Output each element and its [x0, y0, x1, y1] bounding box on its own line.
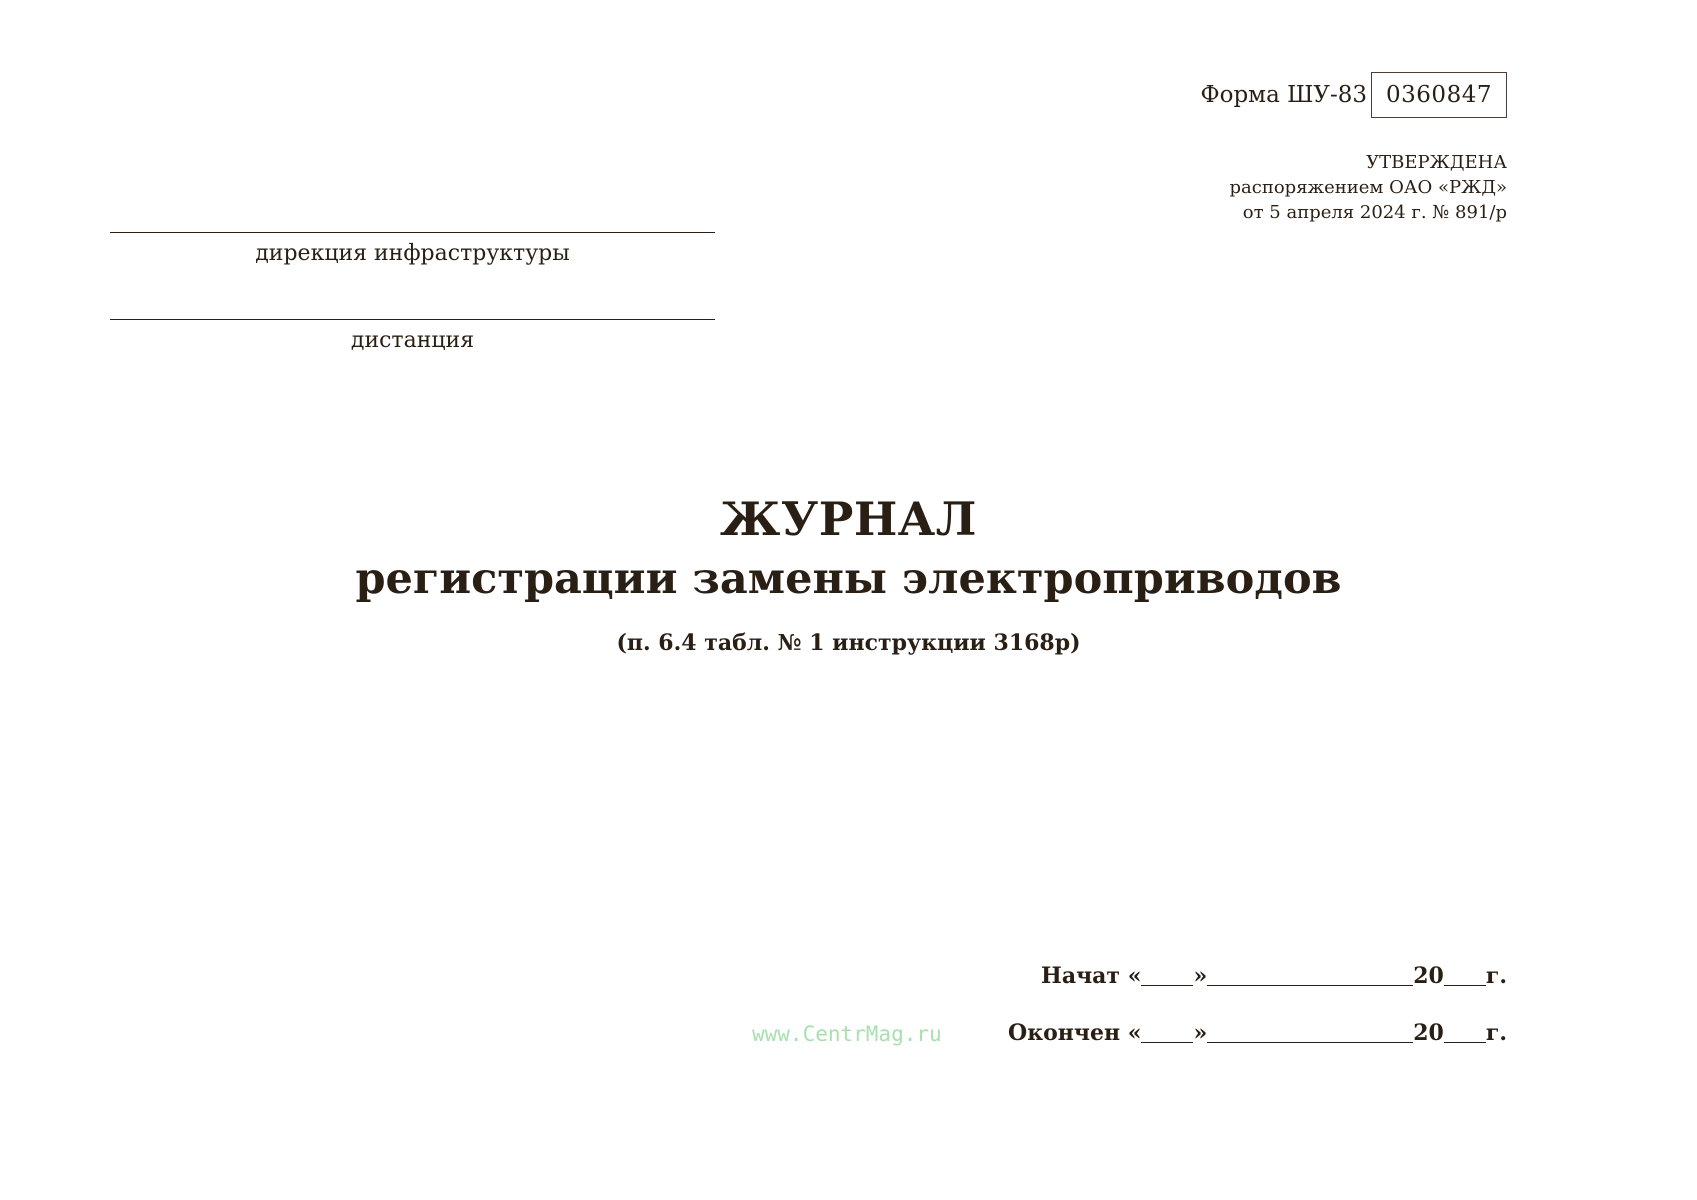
started-label: Начат «	[1041, 963, 1142, 989]
form-number-box: 0360847	[1371, 72, 1507, 118]
finished-month-blank	[1207, 1042, 1413, 1043]
distance-line	[110, 319, 715, 320]
finished-year-prefix: 20	[1413, 1020, 1444, 1046]
finished-quote-close: »	[1193, 1020, 1208, 1046]
finished-year-blank	[1444, 1042, 1486, 1043]
title-block	[0, 490, 1697, 656]
directorate-field	[110, 232, 715, 266]
approval-line-1: УТВЕРЖДЕНА	[1366, 152, 1507, 173]
started-year-prefix: 20	[1413, 963, 1444, 989]
started-day-blank	[1141, 985, 1193, 986]
distance-field	[110, 319, 715, 353]
started-year-suffix: г.	[1485, 963, 1507, 989]
title-reference: (п. 6.4 табл. № 1 инструкции 3168р)	[616, 630, 1081, 656]
form-code	[1201, 72, 1507, 118]
form-label: Форма ШУ-83	[1200, 82, 1367, 108]
started-year-blank	[1444, 985, 1486, 986]
distance-caption: дистанция	[350, 328, 475, 353]
approval-block	[1230, 150, 1508, 225]
directorate-line	[110, 232, 715, 233]
started-month-blank	[1207, 985, 1413, 986]
finished-year-suffix: г.	[1485, 1020, 1507, 1046]
page-title: ЖУРНАЛ	[720, 492, 977, 546]
watermark: www.CentrMag.ru	[752, 1022, 942, 1046]
finished-label: Окончен «	[1008, 1020, 1142, 1046]
finished-date-field	[1008, 1020, 1507, 1046]
approval-line-3: от 5 апреля 2024 г. № 891/р	[1242, 202, 1507, 223]
finished-day-blank	[1141, 1042, 1193, 1043]
page-subtitle: регистрации замены электроприводов	[355, 554, 1342, 604]
started-quote-close: »	[1193, 963, 1208, 989]
started-date-field	[1041, 963, 1507, 989]
directorate-caption: дирекция инфраструктуры	[255, 241, 570, 266]
approval-line-2: распоряжением ОАО «РЖД»	[1229, 177, 1507, 198]
